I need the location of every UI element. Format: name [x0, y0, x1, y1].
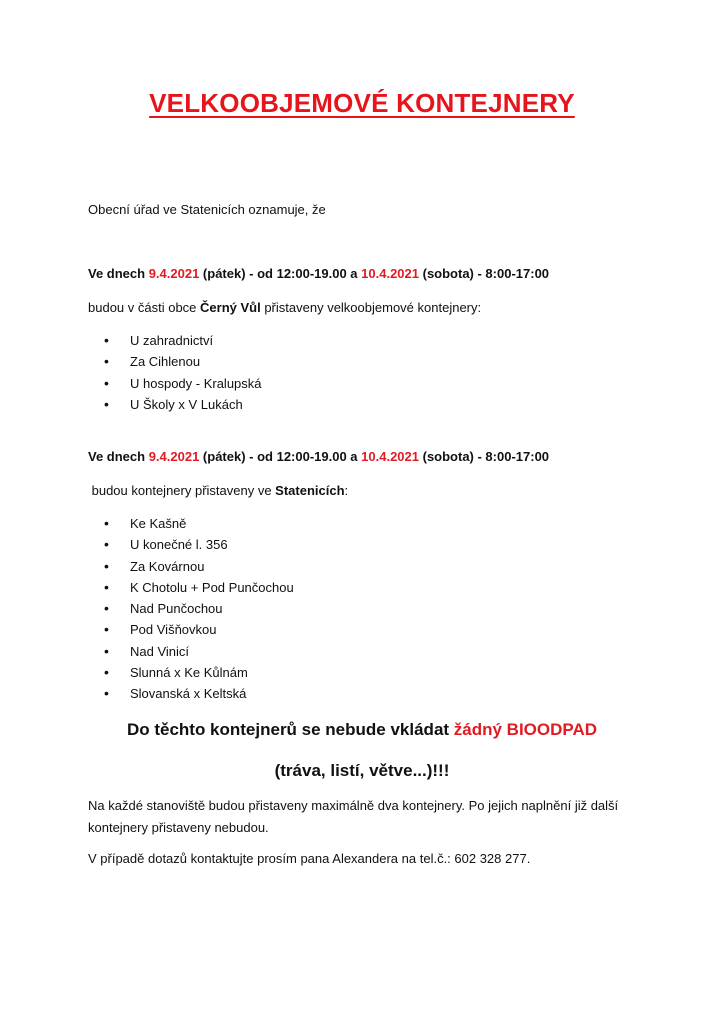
contact-text: V případě dotazů kontaktujte prosím pana Alexandera na tel.č.: 602 328 277. [88, 851, 531, 866]
place-name: Černý Vůl [200, 300, 261, 315]
list-item: • Slunná x Ke Kůlnám [88, 662, 294, 683]
list-item: • Za Cihlenou [88, 351, 262, 372]
warning-line-2: (tráva, listí, větve...)!!! [274, 761, 450, 780]
page-title: VELKOOBJEMOVÉ KONTEJNERY [149, 88, 575, 118]
section1-locations-list [88, 330, 262, 415]
section2-location-line: budou kontejnery přistaveny ve Statenicích: [88, 483, 349, 498]
list-item: • U hospody - Kralupská [88, 373, 262, 394]
list-item: • U konečné l. 356 [88, 534, 294, 555]
list-item: • Nad Punčochou [88, 598, 294, 619]
date-highlight: 9.4.2021 [148, 266, 200, 281]
list-item: • Slovanská x Keltská [88, 683, 294, 704]
note-line-1: Na každé stanoviště budou přistaveny maximálně dva kontejnery. Po jejich naplnění již další [88, 798, 619, 813]
place-name: Statenicích [275, 483, 345, 498]
list-item: • Nad Vinicí [88, 641, 294, 662]
section1-dates: Ve dnech 9.4.2021 (pátek) - od 12:00-19.00 a 10.4.2021 (sobota) - 8:00-17:00 [88, 266, 550, 281]
list-item: • U zahradnictví [88, 330, 262, 351]
date-highlight: 10.4.2021 [361, 266, 419, 281]
date-highlight: 10.4.2021 [361, 449, 419, 464]
date-highlight: 9.4.2021 [148, 449, 200, 464]
note-line-2: kontejnery přistaveny nebudou. [88, 820, 269, 835]
list-item: • Pod Višňovkou [88, 619, 294, 640]
section2-dates: Ve dnech 9.4.2021 (pátek) - od 12:00-19.00 a 10.4.2021 (sobota) - 8:00-17:00 [88, 449, 550, 464]
list-item: • U Školy x V Lukách [88, 394, 262, 415]
list-item: • K Chotolu + Pod Punčochou [88, 577, 294, 598]
intro-text: Obecní úřad ve Statenicích oznamuje, že [88, 202, 326, 217]
list-item: • Za Kovárnou [88, 556, 294, 577]
warning-line-1: Do těchto kontejnerů se nebude vkládat žádný BIOODPAD [126, 720, 598, 739]
section1-location-line: budou v části obce Černý Vůl přistaveny velkoobjemové kontejnery: [88, 300, 482, 315]
section2-locations-list [88, 513, 294, 705]
warning-highlight: žádný BIOODPAD [453, 720, 598, 739]
list-item: • Ke Kašně [88, 513, 294, 534]
